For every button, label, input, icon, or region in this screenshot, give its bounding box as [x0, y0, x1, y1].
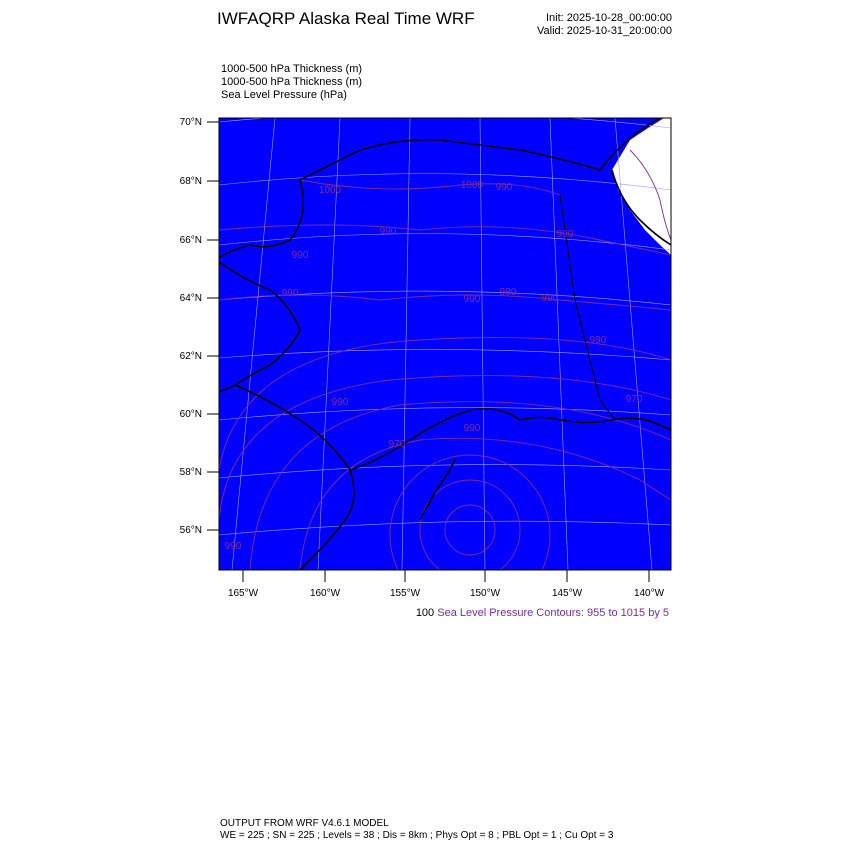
contour-label: 1000 [318, 185, 342, 196]
lon-label: 140°W [633, 588, 665, 599]
field-label: 1000-500 hPa Thickness (m) [221, 76, 363, 88]
lon-label: 150°W [469, 588, 501, 599]
contour-range-label: Sea Level Pressure Contours: 955 to 1015 by 5 [437, 607, 669, 619]
contour-label: 990 [224, 541, 242, 552]
contour-label: 990 [331, 397, 349, 408]
lon-label: 160°W [309, 588, 341, 599]
model-info [220, 818, 613, 842]
contour-label: 1000 [460, 180, 484, 191]
map-area [219, 112, 671, 615]
contour-label: 970 [388, 439, 406, 450]
lon-label: 165°W [227, 588, 259, 599]
contour-label: 980 [499, 287, 517, 298]
lon-label: 145°W [551, 588, 583, 599]
contour-label: 990 [291, 250, 309, 261]
contour-label: 990 [495, 182, 513, 193]
contour-legend [416, 607, 669, 619]
contour-label: 990 [556, 229, 574, 240]
contour-label: 990 [463, 294, 481, 305]
contour-prefix: 100 [415, 607, 435, 619]
lon-label: 155°W [389, 588, 421, 599]
model-version: OUTPUT FROM WRF V4.6.1 MODEL [220, 818, 389, 829]
contour-label: 990 [589, 335, 607, 346]
contour-label: 970 [625, 394, 643, 405]
lat-label: 70°N [179, 117, 202, 128]
init-time: Init: 2025-10-28_00:00:00 [546, 12, 672, 24]
contour-label: 990 [463, 423, 481, 434]
field-label: 1000-500 hPa Thickness (m) [221, 63, 363, 75]
lat-label: 56°N [179, 525, 202, 536]
lat-label: 66°N [179, 235, 202, 246]
contour-label: 990 [379, 226, 397, 237]
lat-label-layer [180, 117, 202, 536]
map-title: IWFAQRP Alaska Real Time WRF [217, 9, 475, 28]
lat-label: 58°N [179, 467, 202, 478]
contour-label: 990 [281, 288, 299, 299]
lat-label: 68°N [179, 176, 202, 187]
lat-label: 60°N [179, 409, 202, 420]
valid-time: Valid: 2025-10-31_20:00:00 [537, 25, 672, 37]
lon-label-layer [228, 588, 665, 599]
lat-label: 62°N [179, 351, 202, 362]
model-config: WE = 225 ; SN = 225 ; Levels = 38 ; Dis = 8km ; Phys Opt = 8 ; PBL Opt = 1 ; Cu Opt = 3 [220, 830, 614, 841]
lat-label: 64°N [179, 293, 202, 304]
field-label: Sea Level Pressure (hPa) [221, 89, 347, 101]
contour-label: 990 [541, 293, 559, 304]
